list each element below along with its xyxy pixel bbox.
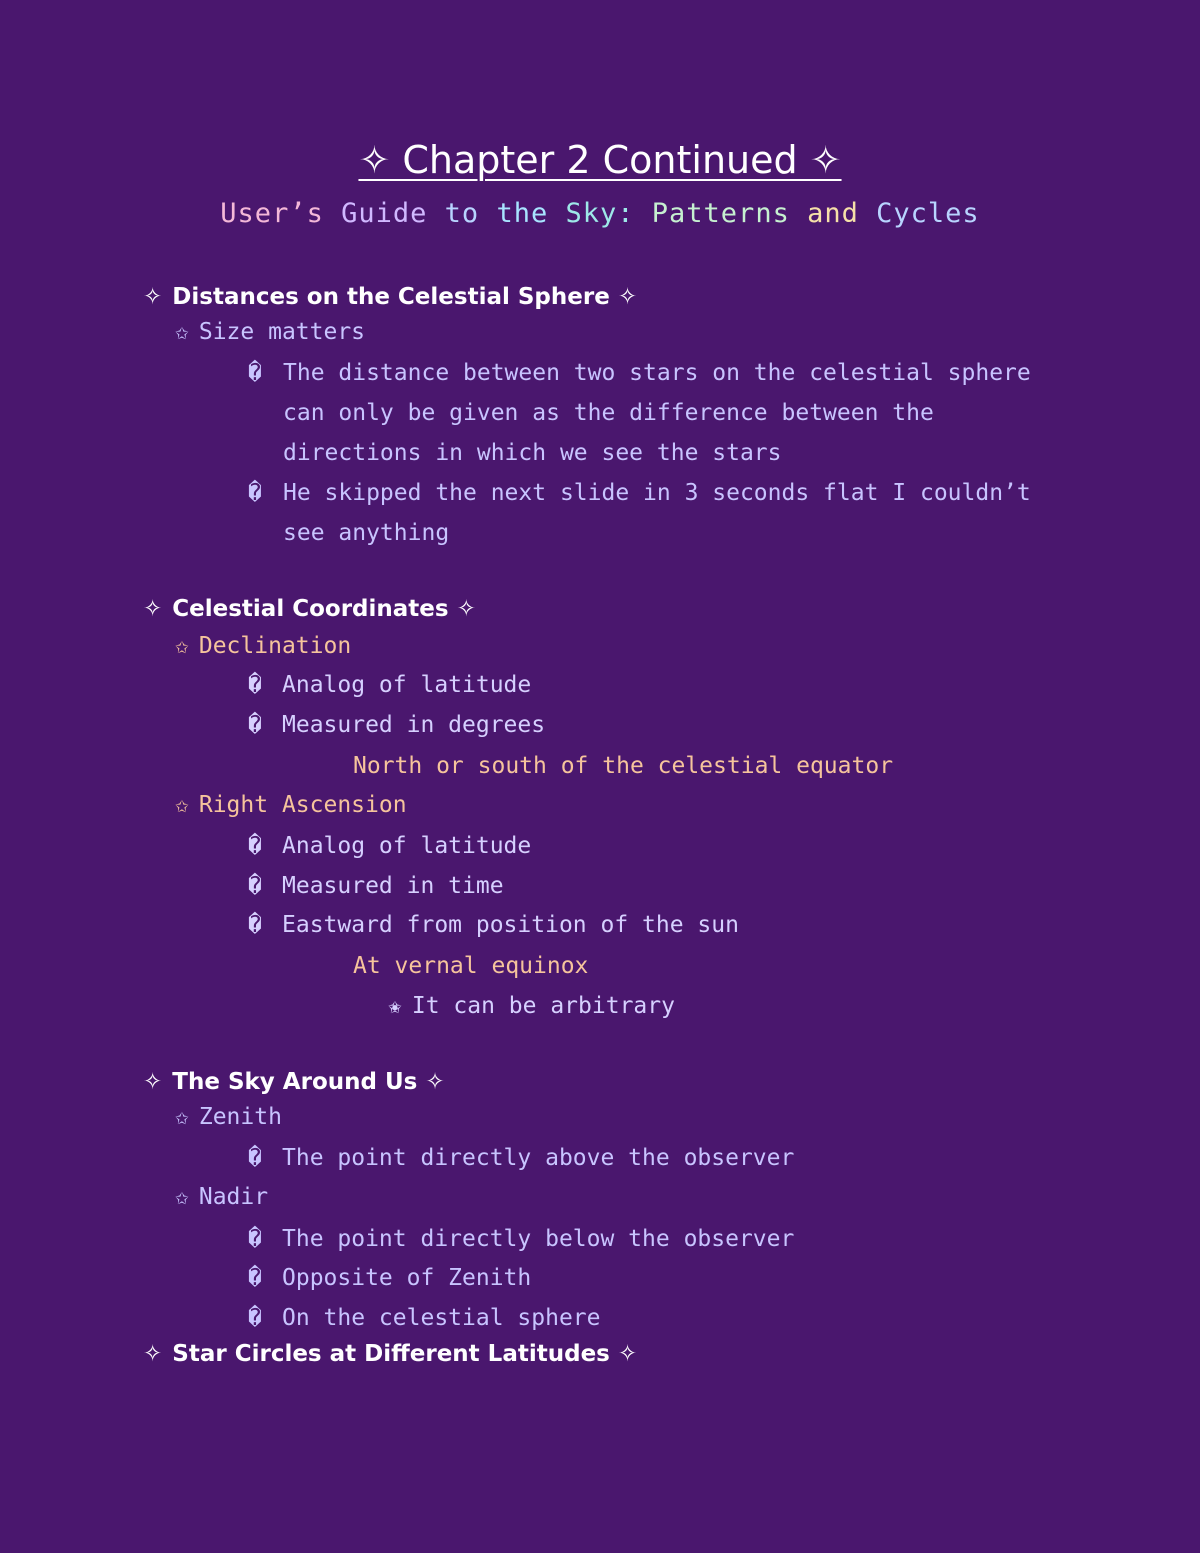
- page-title-text: ✧ Chapter 2 Continued ✧: [358, 138, 842, 182]
- list-item-text: On the celestial sphere: [282, 1305, 601, 1331]
- bullet-icon: �: [248, 360, 262, 386]
- list-item-text: Measured in degrees: [282, 712, 546, 738]
- sparkle-icon: ✧: [143, 1069, 163, 1095]
- sparkle-icon: ✧: [617, 284, 638, 310]
- page-title: [0, 138, 1200, 182]
- subtitle-word: to: [444, 198, 480, 229]
- subheading-declination: [175, 632, 351, 660]
- star-outline-icon: ✩: [175, 1184, 189, 1210]
- list-item: [248, 1264, 531, 1292]
- list-item-text: Eastward from position of the sun: [282, 912, 739, 938]
- sparkle-icon: ✧: [143, 284, 163, 310]
- bullet-icon: �: [248, 833, 262, 859]
- bullet-icon: �: [248, 1226, 262, 1252]
- bullet-icon: �: [248, 712, 262, 738]
- list-item: [248, 1225, 794, 1253]
- subheading-nadir: [175, 1183, 268, 1211]
- star-outline-icon: ✩: [175, 633, 189, 659]
- subheading-zenith: [175, 1103, 282, 1131]
- section-heading-sky: [143, 1068, 445, 1096]
- star-outline-icon: ✩: [175, 1104, 189, 1130]
- heading-text: The Sky Around Us: [172, 1069, 418, 1095]
- bullet-icon-row: [248, 479, 262, 507]
- subtitle-word: Guide: [341, 198, 428, 229]
- section-heading-coordinates: [143, 595, 476, 623]
- list-item-text: It can be arbitrary: [411, 993, 675, 1019]
- subtitle-word: and: [807, 198, 859, 229]
- list-item-text: Analog of latitude: [282, 833, 532, 859]
- subheading-text: Right Ascension: [198, 792, 407, 818]
- list-item-text: The point directly below the observer: [282, 1226, 795, 1252]
- subheading-text: Nadir: [198, 1184, 269, 1210]
- subtitle-word: Cycles: [876, 198, 980, 229]
- list-item-text: The point directly above the observer: [282, 1145, 795, 1171]
- bullet-icon: �: [248, 1265, 262, 1291]
- sparkle-icon: ✧: [143, 1341, 163, 1367]
- star-outline-icon: ✩: [175, 319, 189, 345]
- bullet-icon-row: [248, 359, 262, 387]
- sparkle-icon: ✧: [456, 596, 476, 622]
- subtitle-word: Patterns: [651, 198, 790, 229]
- star-filled-icon: ✬: [388, 993, 402, 1019]
- page-subtitle: [0, 198, 1200, 229]
- list-item: [248, 1304, 601, 1332]
- bullet-icon: �: [248, 873, 262, 899]
- sparkle-icon: ✧: [143, 596, 163, 622]
- list-item: [248, 911, 739, 939]
- heading-text: Celestial Coordinates: [172, 596, 449, 622]
- list-item: [248, 1144, 794, 1172]
- list-item: [248, 832, 531, 860]
- list-item-nested: North or south of the celestial equator: [353, 753, 894, 779]
- list-item: The distance between two stars on the celestial sphere can only be given as the difference between the directions in which we see the stars: [283, 360, 1031, 466]
- subtitle-word: the: [496, 198, 549, 229]
- bullet-icon: �: [248, 1145, 262, 1171]
- list-item: [248, 711, 545, 739]
- list-item-text: Measured in time: [282, 873, 504, 899]
- sparkle-icon: ✧: [617, 1341, 638, 1367]
- subheading-text: Declination: [198, 633, 352, 659]
- subtitle-word: Sky:: [565, 198, 635, 229]
- bullet-icon: �: [248, 672, 262, 698]
- heading-text: Distances on the Celestial Sphere: [172, 284, 610, 310]
- star-outline-icon: ✩: [175, 792, 189, 818]
- list-item-nested: At vernal equinox: [353, 953, 589, 979]
- bullet-icon: �: [248, 912, 262, 938]
- list-item-text: Opposite of Zenith: [282, 1265, 532, 1291]
- subtitle-word: User’s: [220, 198, 324, 229]
- list-item-nested-2: [388, 992, 675, 1020]
- list-item-text: Analog of latitude: [282, 672, 532, 698]
- sparkle-icon: ✧: [425, 1069, 445, 1095]
- list-item: He skipped the next slide in 3 seconds flat I couldn’t see anything: [283, 480, 1031, 546]
- bullet-icon: �: [248, 1305, 262, 1331]
- subheading-size-matters: [175, 318, 365, 346]
- subheading-text: Size matters: [198, 319, 366, 345]
- section-heading-distances: [143, 283, 637, 311]
- subheading-text: Zenith: [198, 1104, 282, 1130]
- subheading-right-ascension: [175, 791, 407, 819]
- list-item: [248, 872, 504, 900]
- heading-text: Star Circles at Different Latitudes: [172, 1341, 610, 1367]
- section-heading-star-circles: [143, 1340, 637, 1368]
- bullet-icon: �: [248, 480, 262, 506]
- list-item: [248, 671, 531, 699]
